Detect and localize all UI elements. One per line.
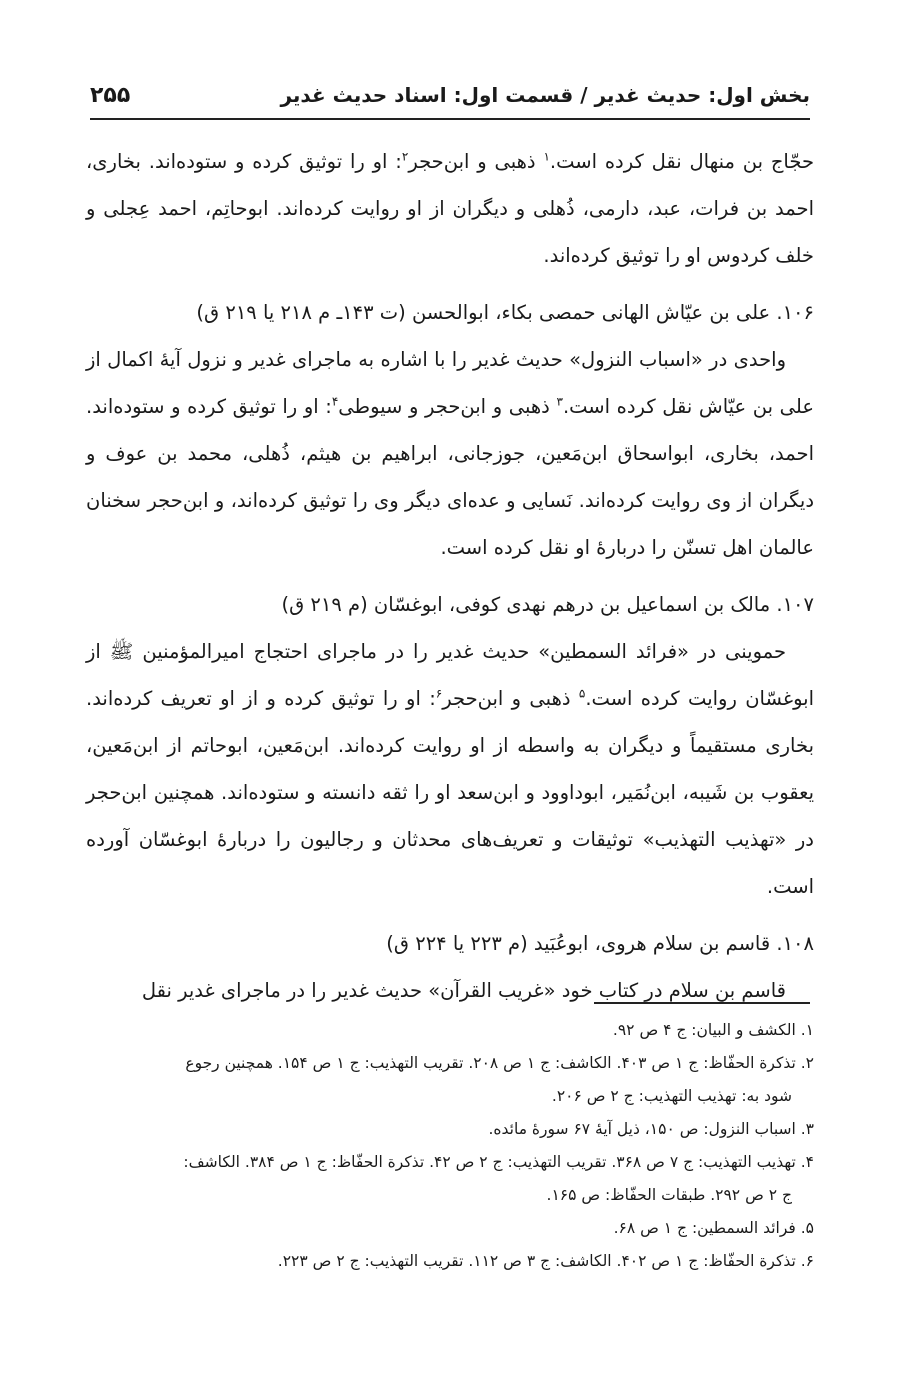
running-header-title: بخش اول: حدیث غدیر / قسمت اول: اسناد حدیث غدیر [280,83,810,107]
entry-heading-106: ۱۰۶. علی بن عیّاش الهانی حمصی بکاء، ابوالحسن (ت ۱۴۳ـ م ۲۱۸ یا ۲۱۹ ق) [196,301,814,324]
paragraph-text: ذهبی و ابن‌حجر و سیوطی [338,395,557,418]
footnote-ref[interactable]: ۴ [331,394,339,409]
page-header [90,72,810,120]
footnote-4: ۴. تهذیب التهذیب: ج ۷ ص ۳۶۸. تقریب التهذیب: ج ۲ ص ۴۲. تذکرة الحفّاظ: ج ۱ ص ۳۸۴. الکاشف: [183,1153,814,1171]
footnote-ref[interactable]: ۳ [556,394,563,409]
footnote-ref[interactable]: ۶ [435,686,443,701]
footnote-1: ۱. الکشف و البیان: ج ۴ ص ۹۲. [612,1021,814,1039]
footnote-divider [594,1002,810,1004]
paragraph-text: حموینی در «فرائد السمطین» حدیث غدیر را در ماجرای احتجاج امیرالمؤمنین ﷺ از ابوغسّان روایت کرده است. [86,640,814,710]
entry-paragraph-108 [86,967,814,1014]
page-number: ۲۵۵ [90,82,131,108]
paragraph-text: ذهبی و ابن‌حجر [442,687,579,710]
footnote-3: ۳. اسباب النزول: ص ۱۵۰، ذیل آیهٔ ۶۷ سورهٔ مائده. [488,1120,814,1138]
footnote-4-continued: ج ۲ ص ۲۹۲. طبقات الحفّاظ: ص ۱۶۵. [546,1186,792,1204]
footnote-6: ۶. تذکرة الحفّاظ: ج ۱ ص ۴۰۲. الکاشف: ج ۳ ص ۱۱۲. تقریب التهذیب: ج ۲ ص ۲۲۳. [277,1252,814,1270]
footnote-5: ۵. فرائد السمطین: ج ۱ ص ۶۸. [613,1219,814,1237]
footnote-ref[interactable]: ۲ [401,149,409,164]
main-text [86,138,814,1014]
paragraph-text: واحدی در «اسباب النزول» حدیث غدیر را با اشاره به ماجرای غدیر و نزول آیهٔ اکمال از علی بن عیّاش نقل کرده است. [86,348,814,418]
entry-heading-108: ۱۰۸. قاسم بن سلام هروی، ابوعُبَید (م ۲۲۳ یا ۲۲۴ ق) [386,932,814,955]
footnote-ref[interactable]: ۱ [543,149,550,164]
entry-heading-107: ۱۰۷. مالک بن اسماعیل بن درهم نهدی کوفی، ابوغسّان (م ۲۱۹ ق) [281,593,814,616]
footnotes [88,1014,814,1278]
paragraph-text: حجّاج بن منهال نقل کرده است. [549,150,815,173]
footnote-2: ۲. تذکرة الحفّاظ: ج ۱ ص ۴۰۳. الکاشف: ج ۱ ص ۲۰۸. تقریب التهذیب: ج ۱ ص ۱۵۴. همچنین رجوع [185,1054,814,1072]
paragraph-text: : او را توثیق کرده و ستوده‌اند. احمد، بخاری، ابواسحاق ابن‌مَعین، جوزجانی، ابراهیم بن هیثم، ذُهلی، محمد بن عوف و دیگران از وی روایت کرده‌اند. نَسایی و عده‌ای دیگر وی را توثیق کرده‌اند، و ابن‌حجر سخنان عالمان اهل تسنّن را دربارهٔ او نقل کرده است. [86,395,814,559]
paragraph-continuation [86,138,814,279]
paragraph-text: : او را توثیق کرده و ستوده‌اند. بخاری، احمد بن فرات، عبد، دارمی، ذُهلی و دیگران از او روایت کرده‌اند. ابوحاتِم، احمد عِجلی و خلف کردوس او را توثیق کرده‌اند. [86,150,814,267]
entry-paragraph-106 [86,336,814,571]
entry-paragraph-107 [86,628,814,910]
paragraph-text: قاسم بن سلام در کتاب خود «غریب القرآن» حدیث غدیر را در ماجرای غدیر نقل [141,979,786,1002]
paragraph-text: : او را توثیق کرده و از او تعریف کرده‌اند. بخاری مستقیماً و دیگران به واسطه از او روایت کرده‌اند. ابن‌مَعین، ابوحاتم از ابن‌مَعین، یعقوب بن شَیبه، ابن‌نُمَیر، ابوداوود و ابن‌سعد او را ثقه دانسته و ستوده‌اند. همچنین ابن‌حجر در «تهذیب التهذیب» توثیقات و تعریف‌های محدثان و رجالیون را دربارهٔ ابوغسّان آورده است. [86,687,814,898]
paragraph-text: ذهبی و ابن‌حجر [408,150,544,173]
footnote-2-continued: شود به: تهذیب التهذیب: ج ۲ ص ۲۰۶. [551,1087,792,1105]
footnote-ref[interactable]: ۵ [578,686,586,701]
